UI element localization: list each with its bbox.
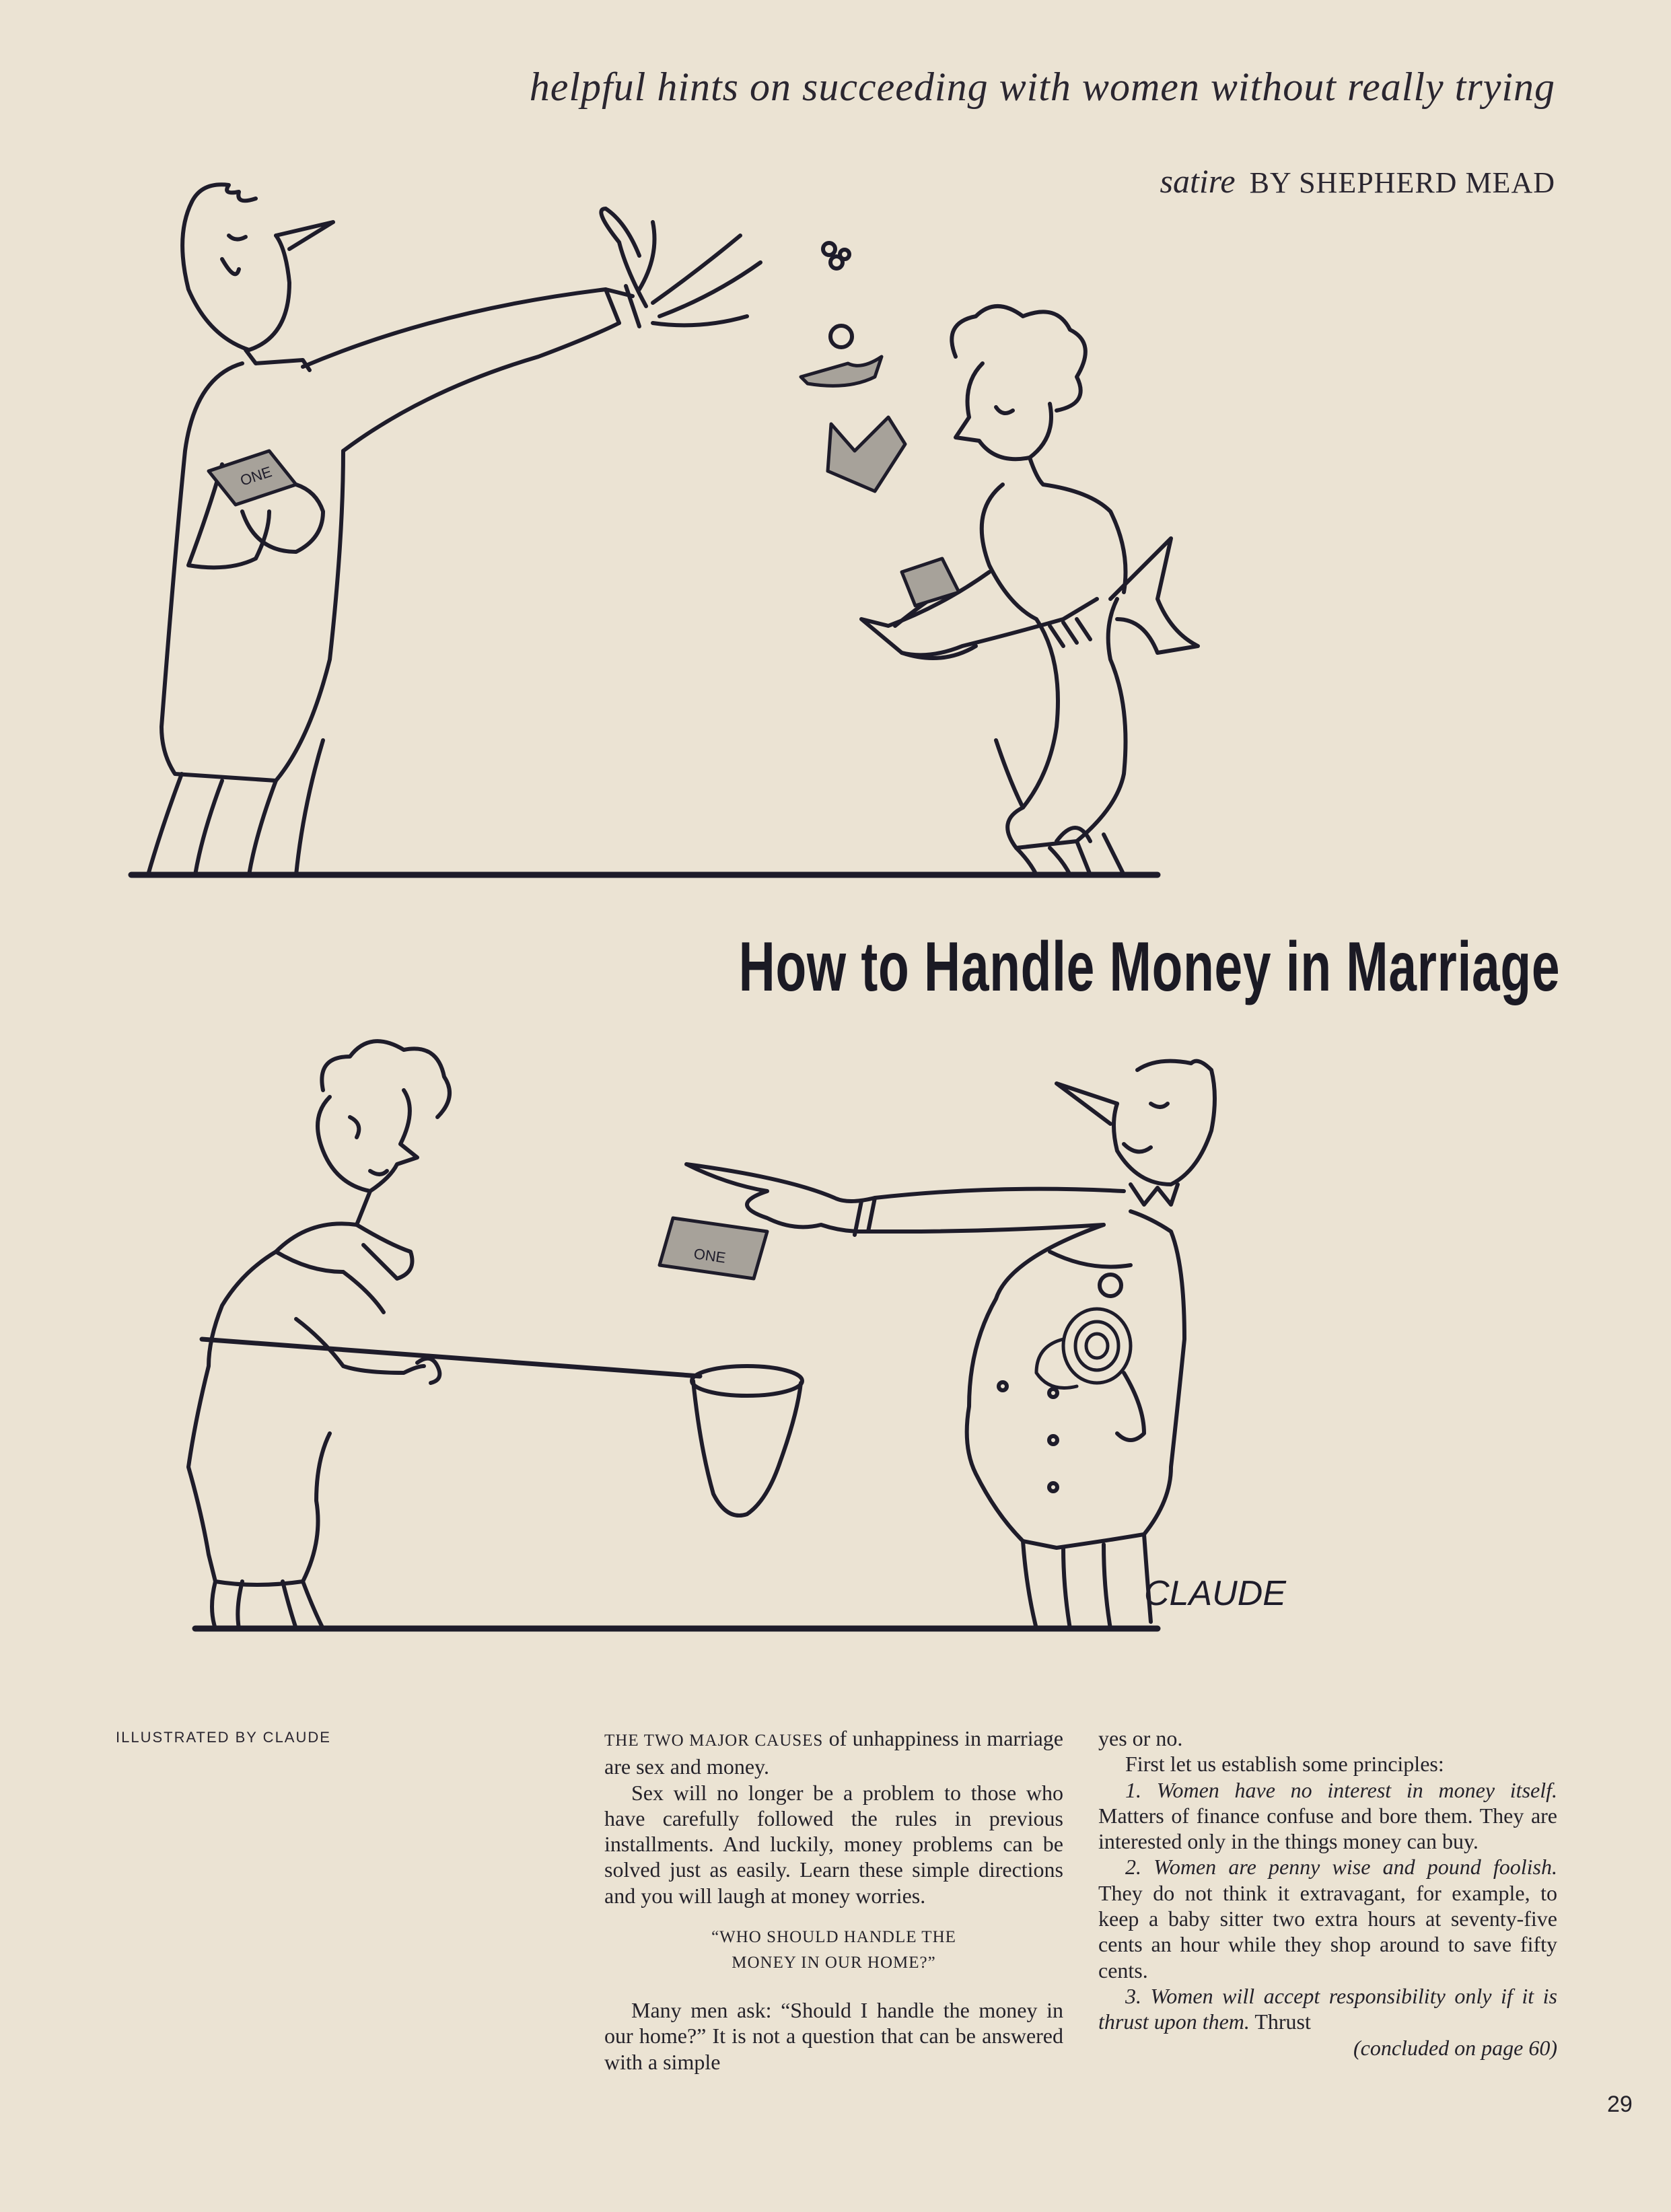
woman-body-bottom bbox=[188, 1191, 370, 1585]
man-body-top bbox=[162, 363, 343, 781]
lead-caps: THE TWO MAJOR CAUSES bbox=[604, 1732, 824, 1750]
principle-text: They do not think it extravagant, for example, to keep a baby sitter two extra hours at seventy-five cents an hour while they shop around to save fifty cents. bbox=[1098, 1880, 1557, 1983]
paragraph: Sex will no longer be a problem to those who have carefully followed the rules in previous installments. And luckily, money problems can be solved just as easily. Learn these simple directions and you will laugh at money worries. bbox=[604, 1780, 1063, 1908]
flying-bill-1 bbox=[801, 357, 882, 386]
principle-1 bbox=[1098, 1777, 1557, 1855]
principle-title: 1. Women have no interest in money itself. bbox=[1125, 1777, 1557, 1802]
article-column-1 bbox=[604, 1725, 1063, 2075]
byline-author: BY SHEPHERD MEAD bbox=[1249, 166, 1555, 199]
man-head-bottom bbox=[1114, 1061, 1215, 1184]
page-number: 29 bbox=[1607, 2092, 1633, 2117]
tagline: helpful hints on succeeding with women without really trying bbox=[529, 65, 1555, 109]
article-headline: How to Handle Money in Marriage bbox=[738, 928, 1560, 1006]
principle-3 bbox=[1098, 1983, 1557, 2035]
top-illustration bbox=[121, 135, 1265, 895]
flying-bill-2 bbox=[828, 417, 905, 491]
paragraph: Many men ask: “Should I handle the money in our home?” It is not a question that can be answered with a simple bbox=[604, 1998, 1063, 2074]
woman-hair-top bbox=[952, 306, 1086, 411]
bottom-illustration bbox=[121, 1030, 1286, 1649]
byline-kind: satire bbox=[1160, 162, 1236, 200]
paragraph bbox=[604, 1725, 1063, 1780]
paragraph: yes or no. bbox=[1098, 1726, 1183, 1750]
butterfly-net-pole bbox=[202, 1339, 700, 1376]
woman-head-bottom bbox=[318, 1090, 417, 1191]
continued-note: (concluded on page 60) bbox=[1353, 2035, 1557, 2060]
artist-signature: CLAUDE bbox=[1144, 1574, 1286, 1613]
woman-hair-bottom bbox=[322, 1041, 450, 1117]
article-column-2 bbox=[1098, 1725, 1557, 2061]
subheading-line: MONEY IN OUR HOME?” bbox=[732, 1954, 936, 1972]
dollar-bill-held bbox=[209, 451, 296, 505]
svg-text:ONE: ONE bbox=[692, 1245, 727, 1266]
man-arm-pointing bbox=[686, 1164, 1124, 1232]
money-roll bbox=[1036, 1309, 1131, 1388]
butterfly-net-bag bbox=[693, 1381, 801, 1515]
paragraph-text: of unhappiness in marriage are sex and money. bbox=[604, 1726, 1064, 1779]
principle-2 bbox=[1098, 1854, 1557, 1983]
man-arm-raised bbox=[303, 289, 633, 451]
paragraph: First let us establish some principles: bbox=[1125, 1752, 1444, 1777]
woman-body-top bbox=[982, 485, 1126, 848]
butterfly-net-hoop bbox=[692, 1366, 802, 1396]
principle-text: Thrust bbox=[1249, 2009, 1311, 2034]
dollar-bill-offered bbox=[660, 1218, 767, 1279]
principle-title: 2. Women are penny wise and pound foolish. bbox=[1125, 1855, 1557, 1880]
principle-text: Matters of finance confuse and bore them. They are interested only in the things money can buy. bbox=[1098, 1803, 1557, 1854]
illustration-credit: ILLUSTRATED BY CLAUDE bbox=[116, 1729, 331, 1746]
subheading-line: “WHO SHOULD HANDLE THE bbox=[711, 1928, 956, 1947]
subheading bbox=[604, 1925, 1063, 1976]
svg-text:ONE: ONE bbox=[238, 463, 274, 489]
man-hand-raised bbox=[601, 209, 760, 325]
principle-title: 3. Women will accept responsibility only if it is thrust upon them. bbox=[1098, 1983, 1557, 2034]
